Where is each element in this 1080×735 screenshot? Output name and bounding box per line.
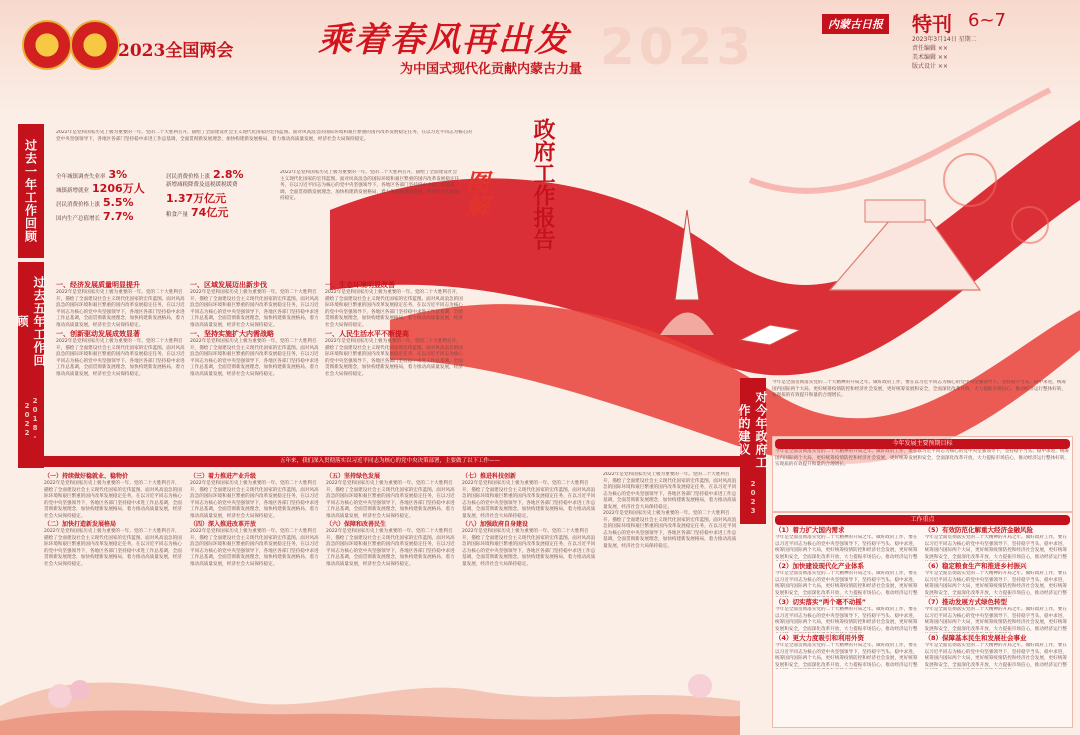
stats-group-b — [166, 168, 276, 220]
work-item: （7）推动发展方式绿色转型 — [924, 598, 1008, 606]
lianghui-label: 2023全国两会 — [118, 41, 234, 61]
five-year-col-3: 一、生态环境明显改善 2022年是党和国家历史上极为重要的一年。党的二十大胜利召开，描绘了全面建设社会主义现代化国家的宏伟蓝图。面对风高浪急的国际环境和艰巨繁重的国内改革发展稳定任务，在以习近平同志为核心的党中央坚强领导下，各地区各部门坚持稳中求进工作总基调，全面贯彻新发展理念，加快构建新发展格局，着力推动高质量发展，经济社会大局保持稳定。 一、人民生活水平不断提高 2022年是党和国家历史上极为重要的一年。党的二十大胜利召开，描绘了全面建设社会主义现代化国家的宏伟蓝图。面对风高浪急的国际环境和艰巨繁重的国内改革发展稳定任务，在以习近平同志为核心的党中央坚强领导下，各地区各部门坚持稳中求进工作总基调，全面贯彻新发展理念，加快构建新发展格局，着力推动高质量发展，经济社会大局保持稳定。 — [325, 281, 463, 377]
tujie-label: 图解 — [461, 170, 490, 218]
stat-row: 新增减税降费及退税缓税缓费 1.37万亿元 — [166, 182, 238, 205]
work-item: （3）切实落实“两个毫不动摇” — [775, 598, 867, 606]
past-year-intro: 2022年是党和国家历史上极为重要的一年。党的二十大胜利召开，描绘了全面建设社会主义现代化国家的宏伟蓝图。面对风高浪急的国际环境和艰巨繁重的国内改革发展稳定任务，在以习近平同志为核心的党中央坚强领导下，各地区各部门坚持稳中求进工作总基调，全面贯彻新发展理念，加快构建新发展格局，着力推动高质量发展，经济社会大局保持稳定。 — [56, 130, 472, 142]
work-focus-box: 工作重点 （1）着力扩大国内需求 今年是全面贯彻落实党的二十大精神的开局之年。做好政府工作，要在以习近平同志为核心的党中央坚强领导下，坚持稳字当头、稳中求进，统筹国内国际两个大局，更好统筹疫情防控和经济社会发展，更好统筹发展和安全，全面深化改革开放，大力提振市场信心，推动经济运行整 （2）加快建设现代化产业体系 今年是全面贯彻落实党的二十大精神的开局之年。做好政府工作，要在以习近平同志为核心的党中央坚强领导下，坚持稳字当头、稳中求进，统筹国内国际两个大局，更好统筹疫情防控和经济社会发展，更好统筹发展和安全，全面深化改革开放，大力提振市场信心，推动经济运行整 （3）切实落实“两个毫不动摇” 今年是全面贯彻落实党的二十大精神的开局之年。做好政府工作，要在以习近平同志为核心的党中央坚强领导下，坚持稳字当头、稳中求进，统筹国内国际两个大局，更好统筹疫情防控和经济社会发展，更好统筹发展和安全，全面深化改革开放，大力提振市场信心，推动经济运行整 （4）更大力度吸引和利用外资 今年是全面贯彻落实党的二十大精神的开局之年。做好政府工作，要在以习近平同志为核心的党中央坚强领导下，坚持稳字当头、稳中求进，统筹国内国际两个大局，更好统筹疫情防控和经济社会发展，更好统筹发展和安全，全面深化改革开放，大力提振市场信心，推动经济运行整 （5）有效防范化解重大经济金融风险 今年是全面贯彻落实党的二十大精神的开局之年。做好政府工作，要在以习近平同志为核心的党中央坚强领导下，坚持稳字当头、稳中求进，统筹国内国际两个大局，更好统筹疫情防控和经济社会发展，更好统筹发展和安全，全面深化改革开放，大力提振市场信心，推动经济运行整 （6）稳定粮食生产和推进乡村振兴 今年是全面贯彻落实党的二十大精神的开局之年。做好政府工作，要在以习近平同志为核心的党中央坚强领导下，坚持稳字当头、稳中求进，统筹国内国际两个大局，更好统筹疫情防控和经济社会发展，更好统筹发展和安全，全面深化改革开放，大力提振市场信心，推动经济运行整 （7）推动发展方式绿色转型 今年是全面贯彻落实党的二十大精神的开局之年。做好政府工作，要在以习近平同志为核心的党中央坚强领导下，坚持稳字当头、稳中求进，统筹国内国际两个大局，更好统筹疫情防控和经济社会发展，更好统筹发展和安全，全面深化改革开放，大力提振市场信心，推动经济运行整 （8）保障基本民生和发展社会事业 今年是全面贯彻落实党的二十大精神的开局之年。做好政府工作，要在以习近平同志为核心的党中央坚强领导下，坚持稳字当头、稳中求进，统筹国内国际两个大局，更好统筹疫情防控和经济社会发展，更好统筹发展和安全，全面深化改革开放，大力提振市场信心，推动经济运行整 — [772, 512, 1073, 728]
lower-col-1: （一）持续做好稳就业、稳物价 2022年是党和国家历史上极为重要的一年。党的二十大胜利召开，描绘了全面建设社会主义现代化国家的宏伟蓝图。面对风高浪急的国际环境和艰巨繁重的国内改革发展稳定任务，在以习近平同志为核心的党中央坚强领导下，各地区各部门坚持稳中求进工作总基调，全面贯彻新发展理念，加快构建新发展格局，着力推动高质量发展，经济社会大局保持稳定。 （二）加快打造新发展格局 2022年是党和国家历史上极为重要的一年。党的二十大胜利召开，描绘了全面建设社会主义现代化国家的宏伟蓝图。面对风高浪急的国际环境和艰巨繁重的国内改革发展稳定任务，在以习近平同志为核心的党中央坚强领导下，各地区各部门坚持稳中求进工作总基调，全面贯彻新发展理念，加快构建新发展格局，着力推动高质量发展，经济社会大局保持稳定。 — [44, 473, 182, 567]
lower-col-5: 2022年是党和国家历史上极为重要的一年。党的二十大胜利召开，描绘了全面建设社会主义现代化国家的宏伟蓝图。面对风高浪急的国际环境和艰巨繁重的国内改革发展稳定任务，在以习近平同志为核心的党中央坚强领导下，各地区各部门坚持稳中求进工作总基调，全面贯彻新发展理念，加快构建新发展格局，着力推动高质量发展，经济社会大局保持稳定。 2022年是党和国家历史上极为重要的一年。党的二十大胜利召开，描绘了全面建设社会主义现代化国家的宏伟蓝图。面对风高浪急的国际环境和艰巨繁重的国内改革发展稳定任务，在以习近平同志为核心的党中央坚强领导下，各地区各部门坚持稳中求进工作总基调，全面贯彻新发展理念，加快构建新发展格局，着力推动高质量发展，经济社会大局保持稳定。 — [603, 472, 737, 549]
gov-report-title: 政府工作报告 — [530, 118, 556, 250]
section-title-past-five-years: 过去五年工作回顾 2018-2022 — [18, 262, 44, 468]
masthead-meta: 2023年3月14日 星期二 责任编辑 ×× 美术编辑 ×× 版式设计 ×× — [912, 36, 977, 70]
targets-box: 今年发展主要预期目标 今年是全面贯彻落实党的二十大精神的开局之年。做好政府工作，要在以习近平同志为核心的党中央坚强领导下，坚持稳字当头、稳中求进，统筹国内国际两个大局，更好统筹疫情防控和经济社会发展，更好统筹发展和安全，全面深化改革开放，大力提振市场信心，推动经济运行整体好转，实现质的有效提升和量的合理增长。 — [772, 436, 1073, 512]
page-title: 乘着春风再出发 — [318, 20, 570, 60]
work-item: （6）稳定粮食生产和推进乡村振兴 — [924, 562, 1027, 570]
work-item: （2）加快建设现代化产业体系 — [775, 562, 865, 570]
newspaper-logo: 内蒙古日报 — [822, 14, 889, 34]
work-item: （4）更大力度吸引和利用外资 — [775, 634, 865, 642]
work-items-col-2: （5）有效防范化解重大经济金融风险 今年是全面贯彻落实党的二十大精神的开局之年。做好政府工作，要在以习近平同志为核心的党中央坚强领导下，坚持稳字当头、稳中求进，统筹国内国际两个大局，更好统筹疫情防控和经济社会发展，更好统筹发展和安全，全面深化改革开放，大力提振市场信心，推动经济运行整 （6）稳定粮食生产和推进乡村振兴 今年是全面贯彻落实党的二十大精神的开局之年。做好政府工作，要在以习近平同志为核心的党中央坚强领导下，坚持稳字当头、稳中求进，统筹国内国际两个大局，更好统筹疫情防控和经济社会发展，更好统筹发展和安全，全面深化改革开放，大力提振市场信心，推动经济运行整 （7）推动发展方式绿色转型 今年是全面贯彻落实党的二十大精神的开局之年。做好政府工作，要在以习近平同志为核心的党中央坚强领导下，坚持稳字当头、稳中求进，统筹国内国际两个大局，更好统筹疫情防控和经济社会发展，更好统筹发展和安全，全面深化改革开放，大力提振市场信心，推动经济运行整 （8）保障基本民生和发展社会事业 今年是全面贯彻落实党的二十大精神的开局之年。做好政府工作，要在以习近平同志为核心的党中央坚强领导下，坚持稳字当头、稳中求进，统筹国内国际两个大局，更好统筹疫情防控和经济社会发展，更好统筹发展和安全，全面深化改革开放，大力提振市场信心，推动经济运行整 — [925, 525, 1071, 669]
five-year-band: 五年来，我们深入贯彻落实以习近平同志为核心的党中央决策部署，主要做了以下工作—— — [40, 456, 740, 467]
five-year-col-1: 一、经济发展质量明显提升 2022年是党和国家历史上极为重要的一年。党的二十大胜利召开，描绘了全面建设社会主义现代化国家的宏伟蓝图。面对风高浪急的国际环境和艰巨繁重的国内改革发展稳定任务，在以习近平同志为核心的党中央坚强领导下，各地区各部门坚持稳中求进工作总基调，全面贯彻新发展理念，加快构建新发展格局，着力推动高质量发展，经济社会大局保持稳定。 一、创新驱动发展成效显著 2022年是党和国家历史上极为重要的一年。党的二十大胜利召开，描绘了全面建设社会主义现代化国家的宏伟蓝图。面对风高浪急的国际环境和艰巨繁重的国内改革发展稳定任务，在以习近平同志为核心的党中央坚强领导下，各地区各部门坚持稳中求进工作总基调，全面贯彻新发展理念，加快构建新发展格局，着力推动高质量发展，经济社会大局保持稳定。 — [56, 281, 185, 377]
year-watermark: 2023 — [600, 18, 756, 76]
section-title-suggestions: 对今年政府工作的建议 2023 — [740, 378, 766, 524]
page-number: 6~7 — [968, 10, 1006, 31]
stat-row: 国内生产总值增长 7.7% — [56, 210, 134, 223]
work-item: （1）着力扩大国内需求 — [775, 526, 845, 534]
stat-row: 城镇新增就业 1206万人 — [56, 182, 145, 195]
cppcc-emblem-icon: ✿ — [70, 20, 120, 70]
lower-col-3: （五）坚持绿色发展 2022年是党和国家历史上极为重要的一年。党的二十大胜利召开，描绘了全面建设社会主义现代化国家的宏伟蓝图。面对风高浪急的国际环境和艰巨繁重的国内改革发展稳定任务，在以习近平同志为核心的党中央坚强领导下，各地区各部门坚持稳中求进工作总基调，全面贯彻新发展理念，加快构建新发展格局，着力推动高质量发展，经济社会大局保持稳定。 （六）保障和改善民生 2022年是党和国家历史上极为重要的一年。党的二十大胜利召开，描绘了全面建设社会主义现代化国家的宏伟蓝图。面对风高浪急的国际环境和艰巨繁重的国内改革发展稳定任务，在以习近平同志为核心的党中央坚强领导下，各地区各部门坚持稳中求进工作总基调，全面贯彻新发展理念，加快构建新发展格局，着力推动高质量发展，经济社会大局保持稳定。 — [326, 473, 455, 567]
stats-group-a — [56, 168, 166, 224]
stat-row: 全年城镇调查失业率 3% — [56, 168, 128, 181]
five-year-col-2: 一、区域发展迈出新步伐 2022年是党和国家历史上极为重要的一年。党的二十大胜利召开，描绘了全面建设社会主义现代化国家的宏伟蓝图。面对风高浪急的国际环境和艰巨繁重的国内改革发展稳定任务，在以习近平同志为核心的党中央坚强领导下，各地区各部门坚持稳中求进工作总基调，全面贯彻新发展理念，加快构建新发展格局，着力推动高质量发展，经济社会大局保持稳定。 一、坚持实施扩大内需战略 2022年是党和国家历史上极为重要的一年。党的二十大胜利召开，描绘了全面建设社会主义现代化国家的宏伟蓝图。面对风高浪急的国际环境和艰巨繁重的国内改革发展稳定任务，在以习近平同志为核心的党中央坚强领导下，各地区各部门坚持稳中求进工作总基调，全面贯彻新发展理念，加快构建新发展格局，着力推动高质量发展，经济社会大局保持稳定。 — [190, 281, 319, 377]
page-subtitle: 为中国式现代化贡献内蒙古力量 — [400, 62, 583, 77]
work-item: （5）有效防范化解重大经济金融风险 — [924, 526, 1034, 534]
lower-col-2: （三）着力推进产业升级 2022年是党和国家历史上极为重要的一年。党的二十大胜利召开，描绘了全面建设社会主义现代化国家的宏伟蓝图。面对风高浪急的国际环境和艰巨繁重的国内改革发展稳定任务，在以习近平同志为核心的党中央坚强领导下，各地区各部门坚持稳中求进工作总基调，全面贯彻新发展理念，加快构建新发展格局，着力推动高质量发展，经济社会大局保持稳定。 （四）深入推进改革开放 2022年是党和国家历史上极为重要的一年。党的二十大胜利召开，描绘了全面建设社会主义现代化国家的宏伟蓝图。面对风高浪急的国际环境和艰巨繁重的国内改革发展稳定任务，在以习近平同志为核心的党中央坚强领导下，各地区各部门坚持稳中求进工作总基调，全面贯彻新发展理念，加快构建新发展格局，着力推动高质量发展，经济社会大局保持稳定。 — [190, 473, 319, 567]
stat-row: 居民消费价格上涨 5.5% — [56, 196, 134, 209]
past-year-detail: 2022年是党和国家历史上极为重要的一年。党的二十大胜利召开，描绘了全面建设社会主义现代化国家的宏伟蓝图。面对风高浪急的国际环境和艰巨繁重的国内改革发展稳定任务，在以习近平同志为核心的党中央坚强领导下，各地区各部门坚持稳中求进工作总基调，全面贯彻新发展理念，加快构建新发展格局，着力推动高质量发展，经济社会大局保持稳定。 — [280, 170, 460, 201]
work-items-col-1: （1）着力扩大国内需求 今年是全面贯彻落实党的二十大精神的开局之年。做好政府工作，要在以习近平同志为核心的党中央坚强领导下，坚持稳字当头、稳中求进，统筹国内国际两个大局，更好统筹疫情防控和经济社会发展，更好统筹发展和安全，全面深化改革开放，大力提振市场信心，推动经济运行整 （2）加快建设现代化产业体系 今年是全面贯彻落实党的二十大精神的开局之年。做好政府工作，要在以习近平同志为核心的党中央坚强领导下，坚持稳字当头、稳中求进，统筹国内国际两个大局，更好统筹疫情防控和经济社会发展，更好统筹发展和安全，全面深化改革开放，大力提振市场信心，推动经济运行整 （3）切实落实“两个毫不动摇” 今年是全面贯彻落实党的二十大精神的开局之年。做好政府工作，要在以习近平同志为核心的党中央坚强领导下，坚持稳字当头、稳中求进，统筹国内国际两个大局，更好统筹疫情防控和经济社会发展，更好统筹发展和安全，全面深化改革开放，大力提振市场信心，推动经济运行整 （4）更大力度吸引和利用外资 今年是全面贯彻落实党的二十大精神的开局之年。做好政府工作，要在以习近平同志为核心的党中央坚强领导下，坚持稳字当头、稳中求进，统筹国内国际两个大局，更好统筹疫情防控和经济社会发展，更好统筹发展和安全，全面深化改革开放，大力提振市场信心，推动经济运行整 — [775, 525, 921, 669]
stat-row: 粮食产量 74亿元 — [166, 206, 229, 219]
suggestions-intro: 今年是全面贯彻落实党的二十大精神的开局之年。做好政府工作，要在以习近平同志为核心的党中央坚强领导下，坚持稳字当头、稳中求进，统筹国内国际两个大局，更好统筹疫情防控和经济社会发展，更好统筹发展和安全，全面深化改革开放，大力提振市场信心，推动经济运行整体好转，实现质的有效提升和量的合理增长。 — [772, 380, 1067, 398]
national-emblem-icon: ★ — [22, 20, 72, 70]
special-edition-label: 特刊 — [912, 12, 952, 36]
work-item: （8）保障基本民生和发展社会事业 — [924, 634, 1027, 642]
lower-col-4: （七）推进科技创新 2022年是党和国家历史上极为重要的一年。党的二十大胜利召开，描绘了全面建设社会主义现代化国家的宏伟蓝图。面对风高浪急的国际环境和艰巨繁重的国内改革发展稳定任务，在以习近平同志为核心的党中央坚强领导下，各地区各部门坚持稳中求进工作总基调，全面贯彻新发展理念，加快构建新发展格局，着力推动高质量发展，经济社会大局保持稳定。 （八）加强政府自身建设 2022年是党和国家历史上极为重要的一年。党的二十大胜利召开，描绘了全面建设社会主义现代化国家的宏伟蓝图。面对风高浪急的国际环境和艰巨繁重的国内改革发展稳定任务，在以习近平同志为核心的党中央坚强领导下，各地区各部门坚持稳中求进工作总基调，全面贯彻新发展理念，加快构建新发展格局，着力推动高质量发展，经济社会大局保持稳定。 — [462, 473, 596, 567]
section-title-past-year: 过去一年工作回顾 — [18, 124, 44, 258]
stat-row: 居民消费价格上涨 2.8% — [166, 168, 244, 181]
landscape-illustration — [0, 646, 740, 735]
